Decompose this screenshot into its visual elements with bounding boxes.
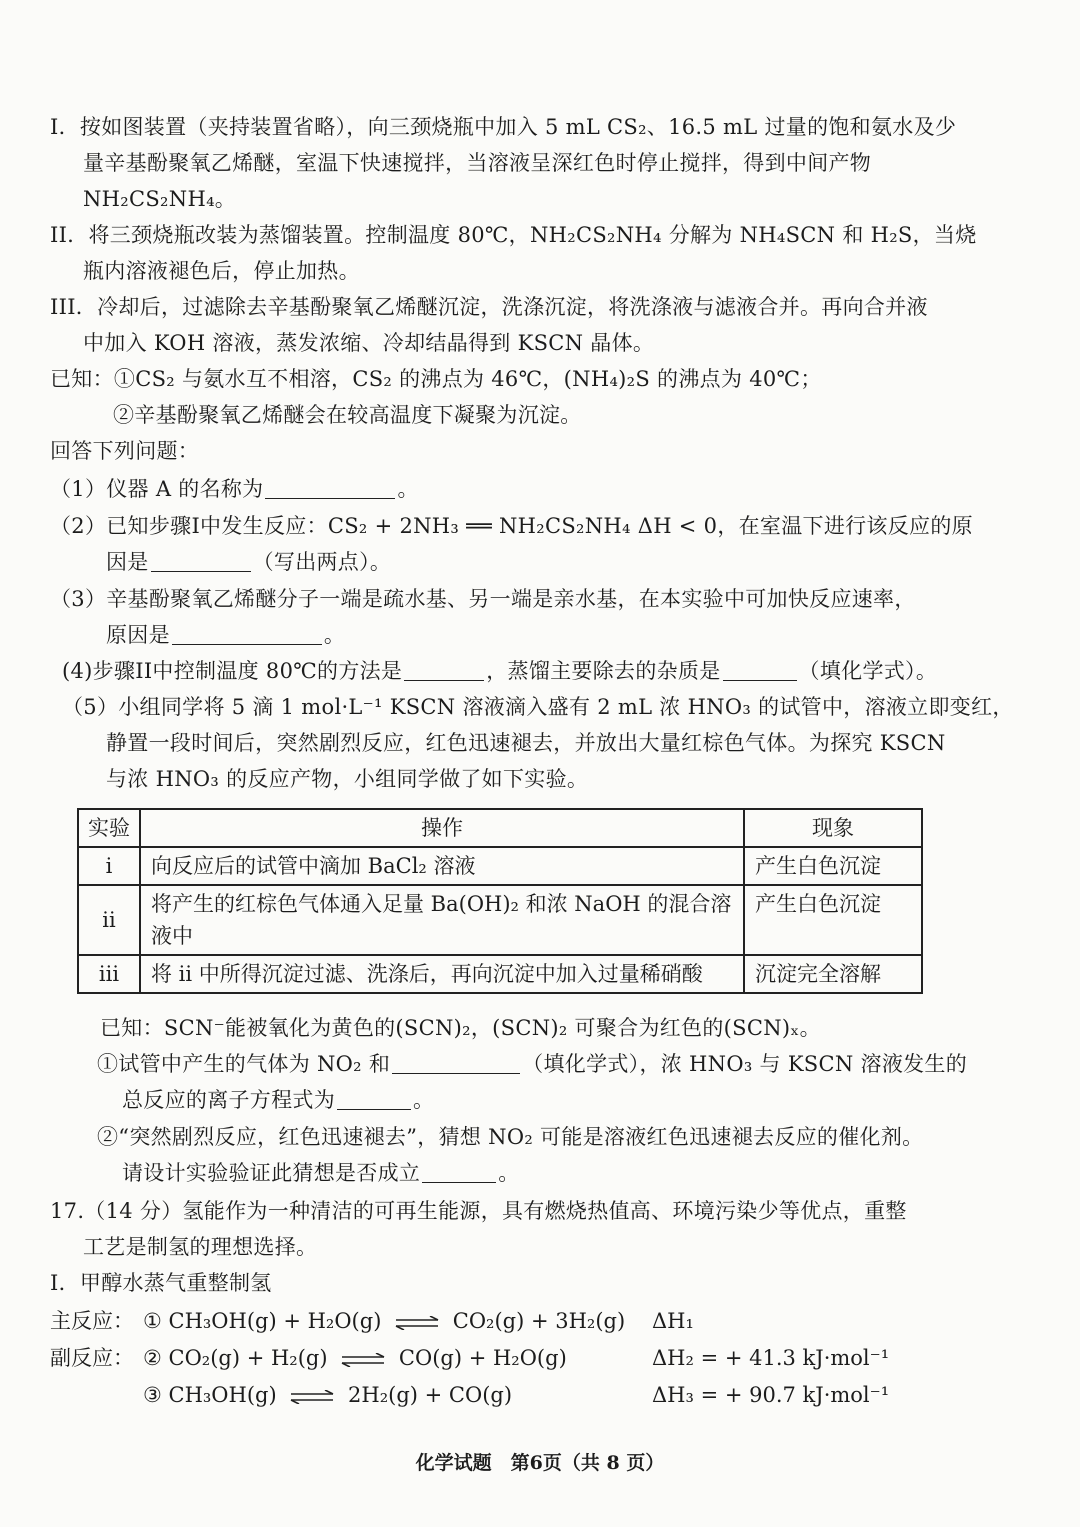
q1-text: （1）仪器 A 的名称为: [50, 477, 264, 501]
q3-end: 。: [323, 623, 346, 647]
q2-text: 因是: [106, 550, 149, 574]
a1-end: 。: [413, 1088, 435, 1112]
step2-line1: II．将三颈烧瓶改装为蒸馏装置。控制温度 80℃，NH₂CS₂NH₄ 分解为 NH₄SCN 和 H₂S，当烧: [50, 223, 977, 247]
header-operation: 操作: [140, 809, 744, 847]
a1-text: ①试管中产生的气体为 NO₂ 和: [97, 1052, 391, 1076]
question-3-line1: （3）辛基酚聚氧乙烯醚分子一端是疏水基、另一端是亲水基，在本实验中可加快反应速率，: [50, 587, 916, 611]
answer-blank[interactable]: [723, 658, 797, 681]
q1-end: 。: [397, 477, 419, 501]
question-5-line1: （5）小组同学将 5 滴 1 mol·L⁻¹ KSCN 溶液滴入盛有 2 mL 浓 HNO₃ 的试管中，溶液立即变红，: [62, 695, 1014, 719]
q4-text: (4)步骤II中控制温度 80℃的方法是: [62, 659, 403, 683]
answer-blank[interactable]: [172, 622, 322, 645]
a2-end: 。: [498, 1161, 520, 1185]
q3-text: 原因是: [106, 623, 170, 647]
step3-line1: III．冷却后，过滤除去辛基酚聚氧乙烯醚沉淀，洗涤沉淀，将洗涤液与滤液合并。再向合并液: [50, 295, 928, 319]
row-id: i: [78, 847, 140, 885]
answer-blank[interactable]: [404, 658, 484, 681]
q2-end: （写出两点）。: [252, 550, 392, 574]
r1-enthalpy: ΔH₁: [652, 1309, 694, 1333]
row-phenomenon: 产生白色沉淀: [744, 885, 922, 955]
equilibrium-arrow-icon: [340, 1353, 386, 1367]
a1-mid: （填化学式），浓 HNO₃ 与 KSCN 溶液发生的: [522, 1052, 968, 1076]
question-2-line2: [106, 547, 391, 577]
answer-blank[interactable]: [337, 1087, 411, 1110]
question-5-line3: 与浓 HNO₃ 的反应产物，小组同学做了如下实验。: [106, 767, 589, 791]
row-operation: 向反应后的试管中滴加 BaCl₂ 溶液: [140, 847, 744, 885]
answer-blank[interactable]: [151, 549, 251, 572]
step1-line1: I．按如图装置（夹持装置省略），向三颈烧瓶中加入 5 mL CS₂、16.5 mL 过量的饱和氨水及少: [50, 115, 957, 139]
equilibrium-arrow-icon: [394, 1316, 440, 1330]
experiment-table: [77, 808, 923, 994]
answer-blank[interactable]: [265, 476, 395, 499]
header-experiment: 实验: [78, 809, 140, 847]
table-header-row: [78, 809, 922, 847]
reaction-3: [143, 1380, 512, 1410]
question-4: [62, 656, 937, 686]
row-operation: 将产生的红棕色气体通入足量 Ba(OH)₂ 和浓 NaOH 的混合溶液中: [140, 885, 744, 955]
q17-section-title: I．甲醇水蒸气重整制氢: [50, 1271, 272, 1295]
step1-line3: NH₂CS₂NH₄。: [83, 187, 237, 211]
r1-left: ① CH₃OH(g) + H₂O(g): [143, 1309, 382, 1333]
question-1: [50, 474, 419, 504]
r3-left: ③ CH₃OH(g): [143, 1383, 277, 1407]
answer-blank[interactable]: [392, 1051, 520, 1074]
r3-right: 2H₂(g) + CO(g): [348, 1383, 513, 1407]
row-phenomenon: 沉淀完全溶解: [744, 955, 922, 993]
page-footer: 化学试题 第6页（共 8 页）: [415, 1452, 665, 1474]
table-row: [78, 885, 922, 955]
sub-question-2-line2: [122, 1158, 520, 1188]
row-phenomenon: 产生白色沉淀: [744, 847, 922, 885]
main-reaction-label: 主反应：: [50, 1309, 134, 1333]
table-row: [78, 847, 922, 885]
step1-line2: 量辛基酚聚氧乙烯醚，室温下快速搅拌，当溶液呈深红色时停止搅拌，得到中间产物: [83, 151, 872, 175]
known-scn: 已知：SCN⁻能被氧化为黄色的(SCN)₂，(SCN)₂ 可聚合为红色的(SCN)ₓ。: [100, 1016, 821, 1040]
r2-right: CO(g) + H₂O(g): [398, 1346, 567, 1370]
known-line2: ②辛基酚聚氧乙烯醚会在较高温度下凝聚为沉淀。: [113, 403, 582, 427]
row-id: ii: [78, 885, 140, 955]
question-5-line2: 静置一段时间后，突然剧烈反应，红色迅速褪去，并放出大量红棕色气体。为探究 KSCN: [106, 731, 946, 755]
equilibrium-arrow-icon: [289, 1390, 335, 1404]
table-row: [78, 955, 922, 993]
questions-intro: 回答下列问题：: [50, 439, 200, 463]
reaction-1: [143, 1306, 625, 1336]
a2-text: 请设计实验验证此猜想是否成立: [122, 1161, 421, 1185]
q4-end: （填化学式）。: [798, 659, 938, 683]
r2-left: ② CO₂(g) + H₂(g): [143, 1346, 328, 1370]
a1-text2: 总反应的离子方程式为: [122, 1088, 335, 1112]
header-phenomenon: 现象: [744, 809, 922, 847]
row-id: iii: [78, 955, 140, 993]
side-reaction-label: 副反应：: [50, 1346, 134, 1370]
r2-enthalpy: ΔH₂ = + 41.3 kJ·mol⁻¹: [652, 1346, 890, 1370]
known-line1: 已知：①CS₂ 与氨水互不相溶，CS₂ 的沸点为 46℃，(NH₄)₂S 的沸点为 40℃；: [50, 367, 822, 391]
r3-enthalpy: ΔH₃ = + 90.7 kJ·mol⁻¹: [652, 1383, 890, 1407]
question-3-line2: [106, 620, 345, 650]
q17-line2: 工艺是制氢的理想选择。: [83, 1235, 318, 1259]
step3-line2: 中加入 KOH 溶液，蒸发浓缩、冷却结晶得到 KSCN 晶体。: [83, 331, 655, 355]
answer-blank[interactable]: [422, 1160, 496, 1183]
sub-question-2-line1: ②“突然剧烈反应，红色迅速褪去”，猜想 NO₂ 可能是溶液红色迅速褪去反应的催化剂。: [97, 1125, 924, 1149]
sub-question-1-line2: [122, 1085, 434, 1115]
row-operation: 将 ii 中所得沉淀过滤、洗涤后，再向沉淀中加入过量稀硝酸: [140, 955, 744, 993]
q4-mid: ，蒸馏主要除去的杂质是: [486, 659, 721, 683]
sub-question-1-line1: [97, 1049, 967, 1079]
question-2-line1: （2）已知步骤I中发生反应：CS₂ + 2NH₃ ══ NH₂CS₂NH₄ ΔH < 0，在室温下进行该反应的原: [50, 514, 973, 538]
r1-right: CO₂(g) + 3H₂(g): [452, 1309, 626, 1333]
q17-line1: 17.（14 分）氢能作为一种清洁的可再生能源，具有燃烧热值高、环境污染少等优点，重整: [50, 1199, 907, 1223]
step2-line2: 瓶内溶液褪色后，停止加热。: [83, 259, 360, 283]
reaction-2: [143, 1343, 567, 1373]
